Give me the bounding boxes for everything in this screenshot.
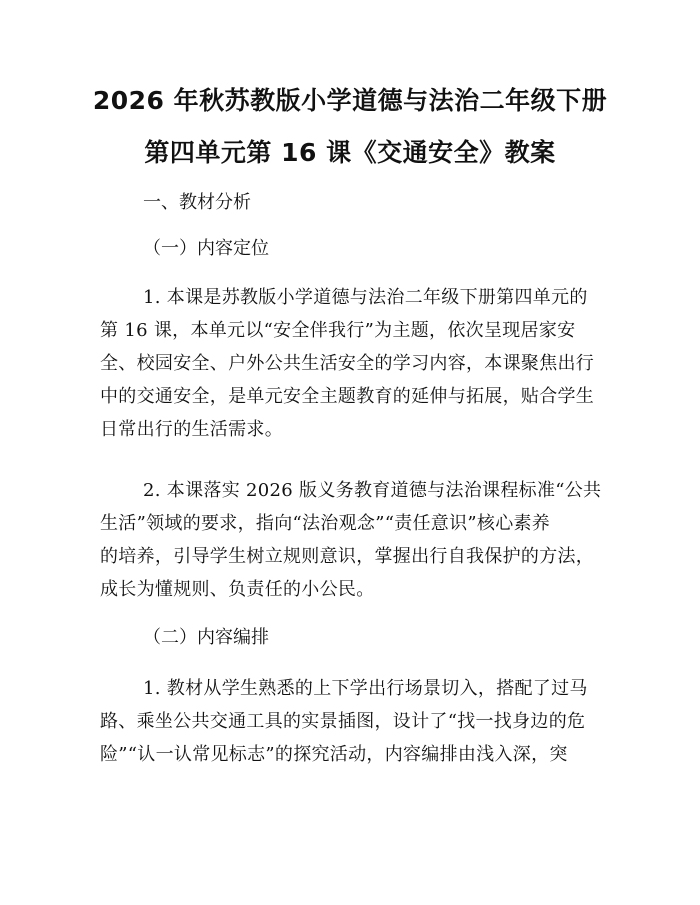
paragraph-3-line: 险”“认一认常见标志”的探究活动，内容编排由浅入深，突 (100, 744, 568, 765)
paragraph-1-line: 中的交通安全，是单元安全主题教育的延伸与拓展，贴合学生 (100, 386, 595, 407)
paragraph-2-line: 生活”领域的要求，指向“法治观念”“责任意识”核心素养 (100, 513, 551, 534)
section-heading-textbook-analysis: 一、教材分析 (143, 192, 251, 213)
paragraph-1-line: 第 16 课，本单元以“安全伴我行”为主题，依次呈现居家安 (100, 320, 576, 341)
subsection-heading-content-arrangement: （二）内容编排 (143, 627, 269, 648)
document-title-line-2: 第四单元第 16 课《交通安全》教案 (144, 138, 556, 167)
paragraph-3-line: 路、乘坐公共交通工具的实景插图，设计了“找一找身边的危 (100, 711, 586, 732)
subsection-heading-content-positioning: （一）内容定位 (143, 238, 269, 259)
paragraph-1-line: 全、校园安全、户外公共生活安全的学习内容，本课聚焦出行 (100, 353, 595, 374)
paragraph-3-line: 1. 教材从学生熟悉的上下学出行场景切入，搭配了过马 (143, 678, 588, 699)
paragraph-2-line: 的培养，引导学生树立规则意识，掌握出行自我保护的方法， (100, 546, 595, 567)
paragraph-2-line: 成长为懂规则、负责任的小公民。 (100, 579, 375, 600)
paragraph-1 (100, 281, 602, 446)
paragraph-1-line: 日常出行的生活需求。 (100, 419, 283, 440)
paragraph-2-line: 2. 本课落实 2026 版义务教育道德与法治课程标准“公共 (143, 480, 602, 501)
paragraph-3 (100, 672, 602, 771)
paragraph-1-line: 1. 本课是苏教版小学道德与法治二年级下册第四单元的 (143, 287, 588, 308)
paragraph-2 (100, 474, 602, 606)
document-title-line-1: 2026 年秋苏教版小学道德与法治二年级下册 (92, 86, 608, 115)
